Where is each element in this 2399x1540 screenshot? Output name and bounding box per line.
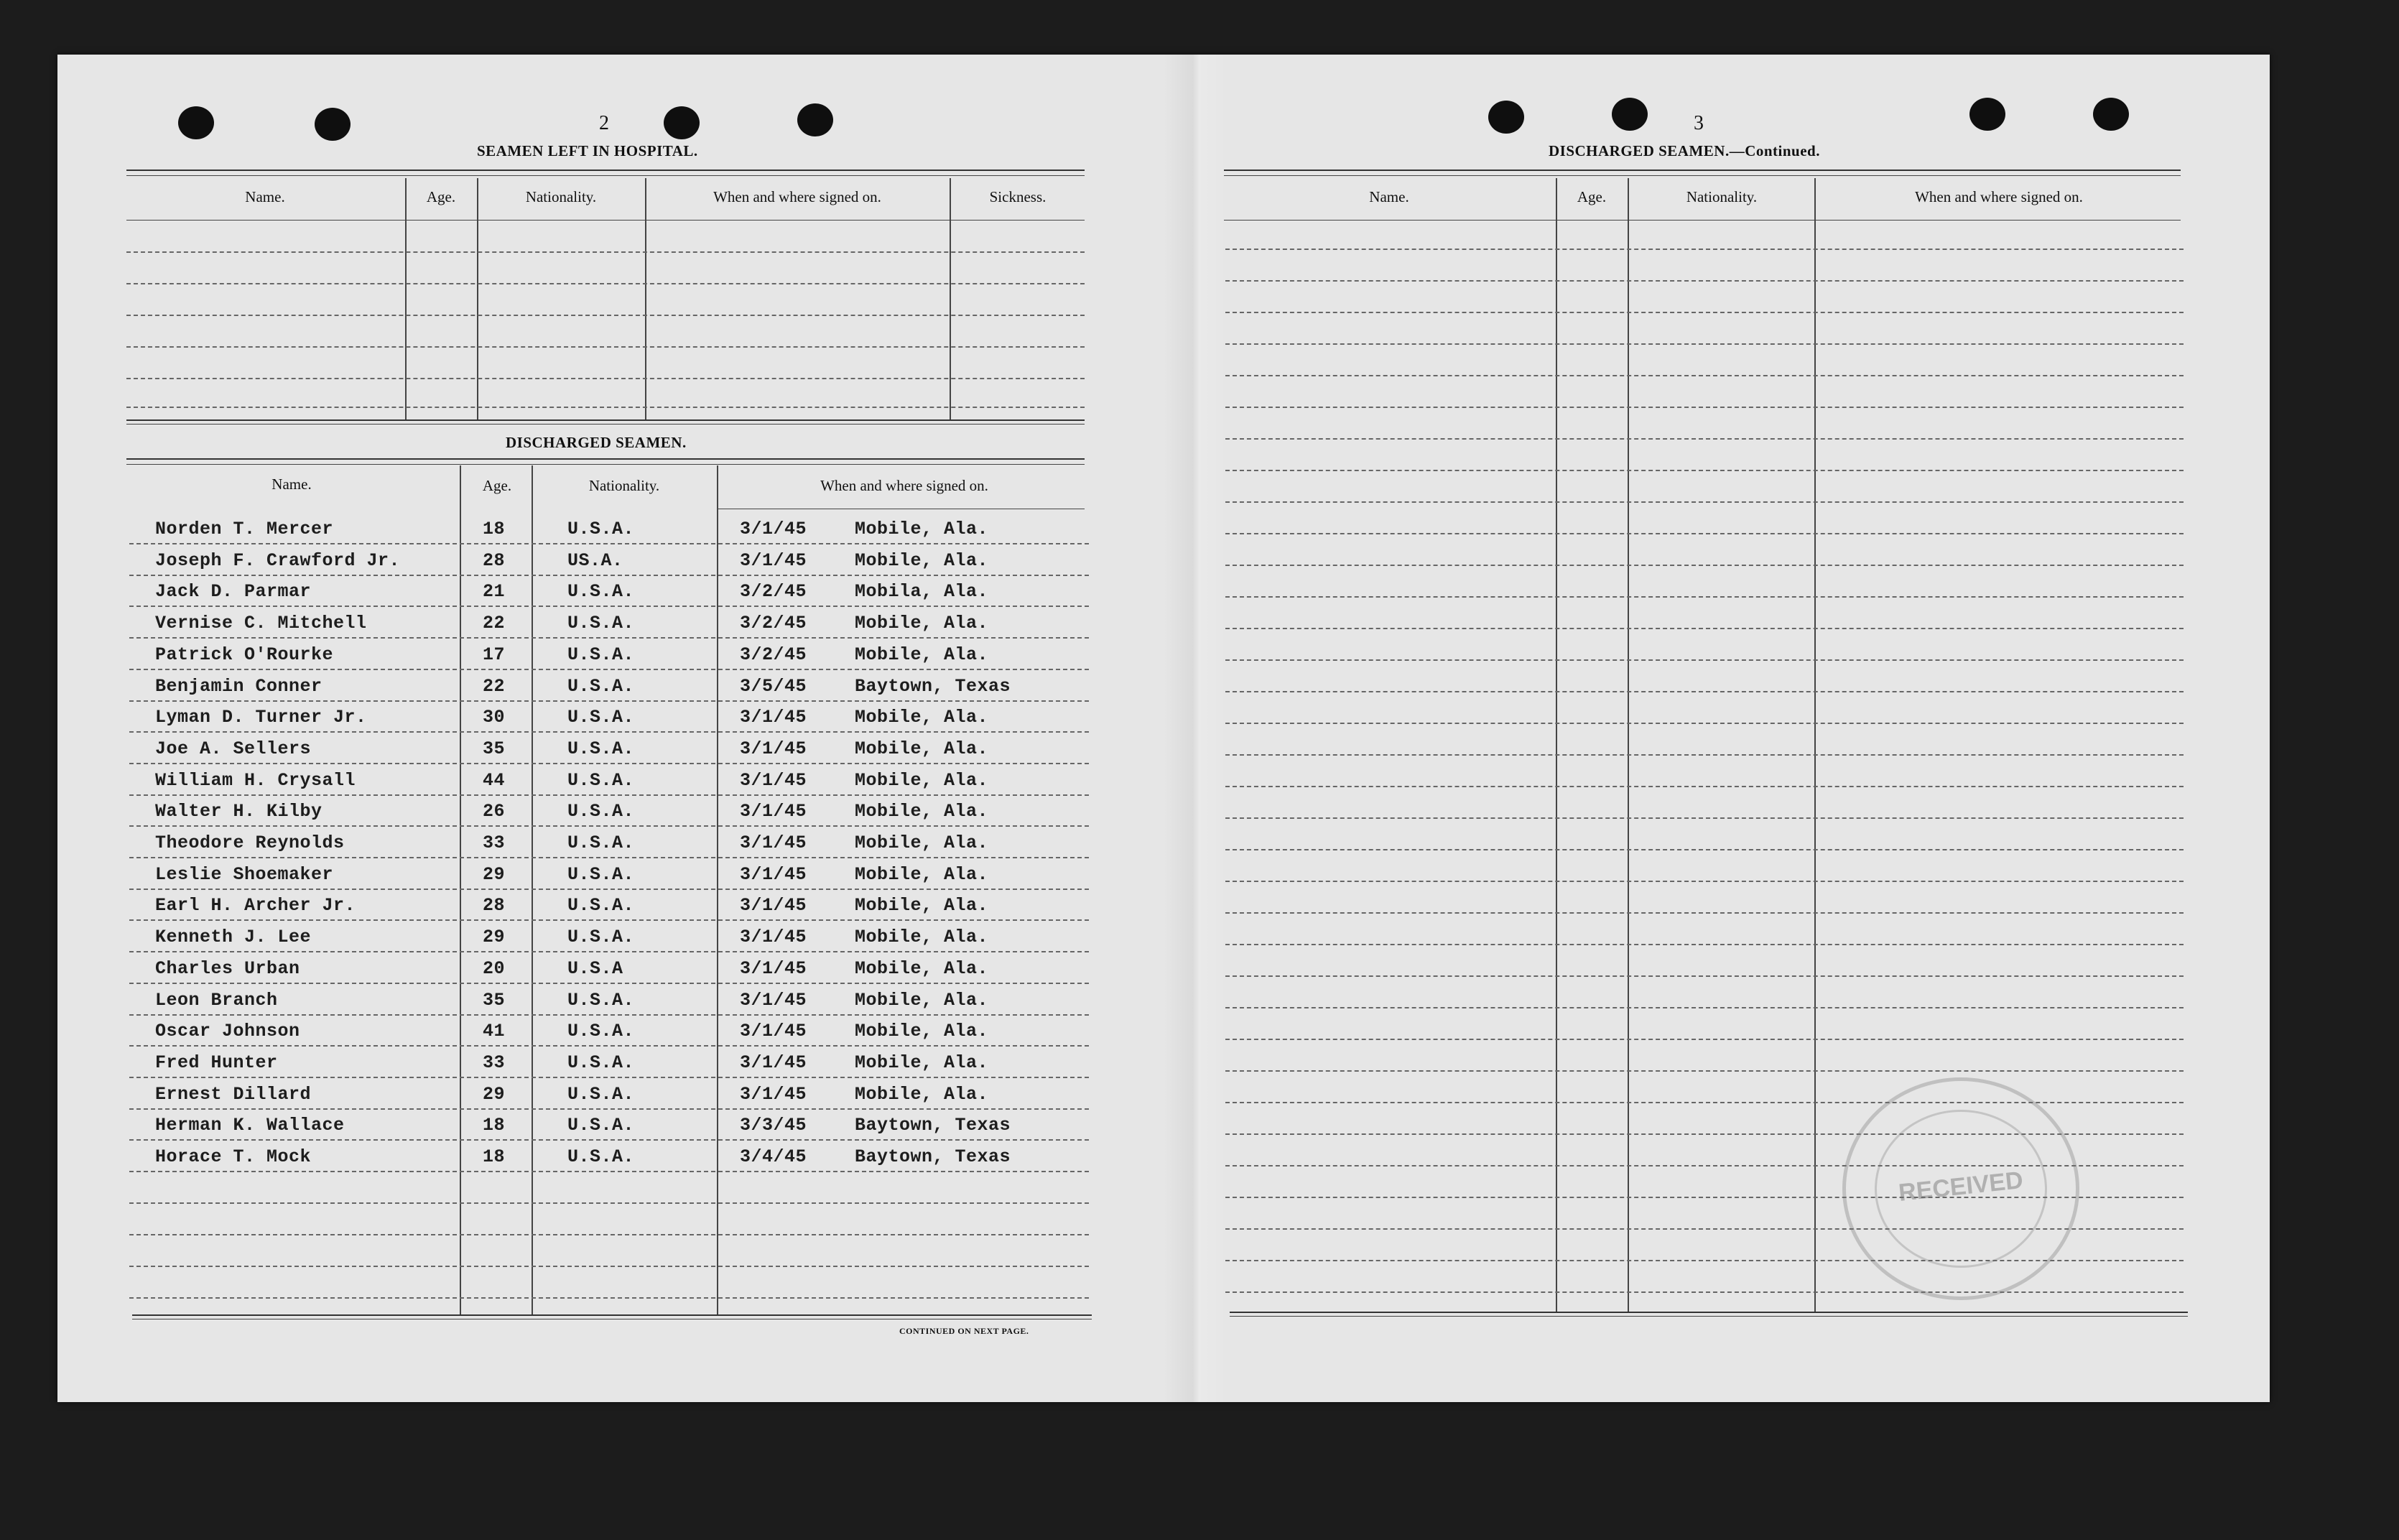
page-number-right: 3 [1694,112,1704,134]
rule [126,419,1085,421]
seaman-name: Kenneth J. Lee [155,927,312,947]
seaman-age: 20 [483,958,506,979]
signed-on-place: Mobila, Ala. [855,581,989,602]
page-fold [1164,55,1228,1402]
signed-on-place: Mobile, Ala. [855,738,989,759]
signed-on-place: Mobile, Ala. [855,864,989,885]
column-divider [477,178,478,419]
punch-hole [1969,98,2005,131]
ruled-line [129,731,1089,733]
ruled-line [1225,596,2184,598]
seaman-age: 17 [483,644,506,665]
signed-on-place: Mobile, Ala. [855,707,989,728]
ruled-line [129,763,1089,764]
ruled-line [129,1045,1089,1047]
ruled-line [129,1297,1089,1299]
seaman-name: Earl H. Archer Jr. [155,895,356,916]
signed-on-date: 3/5/45 [740,676,807,697]
punch-hole [664,106,700,139]
ruled-line [1225,691,2184,692]
signed-on-place: Mobile, Ala. [855,1052,989,1073]
ruled-line [129,1266,1089,1267]
ruled-line [129,1108,1089,1110]
signed-on-date: 3/1/45 [740,927,807,947]
ruled-line [1225,723,2184,724]
seaman-age: 22 [483,613,506,634]
signed-on-date: 3/1/45 [740,1052,807,1073]
ruled-line [1225,786,2184,787]
seaman-nationality: U.S.A. [567,1084,635,1105]
signed-on-place: Baytown, Texas [855,676,1011,697]
seaman-name: Vernise C. Mitchell [155,613,367,634]
hospital-header-nationality: Nationality. [525,188,597,205]
signed-on-date: 3/4/45 [740,1146,807,1167]
column-divider [645,178,646,419]
discharged-header-signed-on: When and where signed on. [820,477,988,494]
right-header-name: Name. [1369,188,1409,205]
rule [126,170,1085,171]
seaman-nationality: U.S.A. [567,581,635,602]
signed-on-date: 3/1/45 [740,738,807,759]
ruled-line [129,951,1089,952]
signed-on-place: Mobile, Ala. [855,927,989,947]
signed-on-place: Baytown, Texas [855,1146,1011,1167]
seaman-age: 22 [483,676,506,697]
signed-on-date: 3/1/45 [740,770,807,791]
seaman-age: 18 [483,519,506,539]
ruled-line [129,1077,1089,1078]
seaman-name: Herman K. Wallace [155,1115,345,1136]
seaman-nationality: U.S.A. [567,644,635,665]
hospital-header-age: Age. [426,188,456,205]
seaman-age: 30 [483,707,506,728]
ruled-line [1225,1070,2184,1072]
ruled-line [126,407,1085,408]
column-divider [1814,178,1816,1312]
rule [126,424,1085,425]
seaman-nationality: U.S.A. [567,613,635,634]
rule [1230,1312,2188,1313]
ruled-line [1225,1102,2184,1103]
ruled-line [129,794,1089,796]
seaman-age: 33 [483,832,506,853]
seaman-age: 21 [483,581,506,602]
rule [126,175,1085,176]
ruled-line [1225,912,2184,914]
hospital-header-signed-on: When and where signed on. [713,188,881,205]
punch-hole [1488,101,1524,134]
page-number-left: 2 [599,112,609,134]
discharged-header-name: Name. [272,476,312,493]
seaman-age: 18 [483,1146,506,1167]
discharged-section-title: DISCHARGED SEAMEN. [506,434,687,451]
ruled-line [129,825,1089,827]
seaman-name: William H. Crysall [155,770,356,791]
seaman-name: Benjamin Conner [155,676,323,697]
right-header-signed-on: When and where signed on. [1915,188,2083,205]
ruled-line [129,1014,1089,1016]
ruled-line [1225,628,2184,629]
ruled-line [129,1171,1089,1172]
seaman-nationality: U.S.A. [567,895,635,916]
signed-on-date: 3/1/45 [740,990,807,1011]
column-divider [405,178,407,419]
signed-on-place: Mobile, Ala. [855,519,989,539]
ruled-line [126,251,1085,253]
ruled-line [129,983,1089,984]
seaman-nationality: U.S.A. [567,519,635,539]
signed-on-place: Mobile, Ala. [855,550,989,571]
seaman-nationality: US.A. [567,550,623,571]
signed-on-date: 3/1/45 [740,519,807,539]
seaman-age: 35 [483,990,506,1011]
signed-on-place: Mobile, Ala. [855,958,989,979]
column-divider [532,465,533,1316]
ruled-line [129,857,1089,858]
discharged-header-age: Age. [482,477,512,494]
signed-on-date: 3/1/45 [740,958,807,979]
seaman-name: Ernest Dillard [155,1084,312,1105]
signed-on-place: Mobile, Ala. [855,613,989,634]
ruled-line [129,637,1089,639]
seaman-name: Patrick O'Rourke [155,644,334,665]
seaman-nationality: U.S.A [567,958,623,979]
rule [1230,1316,2188,1317]
seaman-age: 33 [483,1052,506,1073]
seaman-age: 26 [483,801,506,822]
seaman-nationality: U.S.A. [567,990,635,1011]
rule [126,464,1085,465]
received-stamp [1842,1077,2079,1300]
seaman-name: Horace T. Mock [155,1146,312,1167]
column-divider [717,465,718,1316]
header-underline [126,220,1085,221]
ruled-line [1225,659,2184,661]
discharged-continued-title: DISCHARGED SEAMEN.—Continued. [1549,142,1820,159]
ruled-line [1225,501,2184,503]
punch-hole [315,108,351,141]
signed-on-date: 3/1/45 [740,801,807,822]
seaman-name: Oscar Johnson [155,1021,300,1042]
seaman-age: 28 [483,550,506,571]
signed-on-date: 3/1/45 [740,550,807,571]
ruled-line [1225,944,2184,945]
seaman-name: Lyman D. Turner Jr. [155,707,367,728]
signed-on-place: Mobile, Ala. [855,801,989,822]
signed-on-date: 3/1/45 [740,832,807,853]
ruled-line [1225,849,2184,850]
signed-on-place: Mobile, Ala. [855,770,989,791]
ruled-line [126,346,1085,348]
rule [126,458,1085,460]
seaman-name: Norden T. Mercer [155,519,334,539]
rule [132,1314,1092,1316]
signed-on-place: Mobile, Ala. [855,1021,989,1042]
signed-on-date: 3/1/45 [740,895,807,916]
rule [1224,175,2181,176]
ruled-line [1225,312,2184,313]
seaman-nationality: U.S.A. [567,801,635,822]
punch-hole [1612,98,1648,131]
signed-on-date: 3/2/45 [740,644,807,665]
ruled-line [129,1202,1089,1204]
ruled-line [1225,470,2184,471]
signed-on-date: 3/3/45 [740,1115,807,1136]
signed-on-date: 3/1/45 [740,864,807,885]
right-header-age: Age. [1577,188,1607,205]
seaman-nationality: U.S.A. [567,1146,635,1167]
ruled-line [129,700,1089,702]
ruled-line [1225,1007,2184,1008]
column-divider [1556,178,1557,1312]
signed-on-date: 3/2/45 [740,581,807,602]
seaman-nationality: U.S.A. [567,738,635,759]
seaman-age: 44 [483,770,506,791]
seaman-nationality: U.S.A. [567,927,635,947]
signed-on-date: 3/1/45 [740,1021,807,1042]
seaman-nationality: U.S.A. [567,1021,635,1042]
signed-on-date: 3/2/45 [740,613,807,634]
ruled-line [1225,1039,2184,1040]
ruled-line [1225,1291,2184,1293]
ruled-line [129,919,1089,921]
seaman-nationality: U.S.A. [567,832,635,853]
seaman-name: Leon Branch [155,990,278,1011]
stamp-label: RECEIVED [1897,1166,2025,1207]
ruled-line [126,378,1085,379]
hospital-section-title: SEAMEN LEFT IN HOSPITAL. [477,142,698,159]
seaman-age: 41 [483,1021,506,1042]
ruled-line [129,543,1089,544]
signed-on-date: 3/1/45 [740,707,807,728]
rule [1224,170,2181,171]
hospital-header-sickness: Sickness. [989,188,1047,205]
seaman-age: 29 [483,864,506,885]
signed-on-place: Mobile, Ala. [855,895,989,916]
ruled-line [1225,881,2184,882]
punch-hole [2093,98,2129,131]
seaman-nationality: U.S.A. [567,770,635,791]
signed-on-place: Baytown, Texas [855,1115,1011,1136]
right-header-nationality: Nationality. [1686,188,1758,205]
seaman-age: 29 [483,1084,506,1105]
seaman-age: 29 [483,927,506,947]
seaman-age: 28 [483,895,506,916]
signed-on-place: Mobile, Ala. [855,1084,989,1105]
seaman-name: Fred Hunter [155,1052,278,1073]
ruled-line [126,283,1085,284]
header-underline [1224,220,2181,221]
discharged-header-nationality: Nationality. [588,477,660,494]
continued-footnote: CONTINUED ON NEXT PAGE. [899,1326,1029,1336]
ruled-line [1225,754,2184,756]
ruled-line [1225,407,2184,408]
signed-on-date: 3/1/45 [740,1084,807,1105]
ruled-line [129,1234,1089,1235]
seaman-nationality: U.S.A. [567,707,635,728]
seaman-age: 35 [483,738,506,759]
signed-on-place: Mobile, Ala. [855,990,989,1011]
signed-on-place: Mobile, Ala. [855,644,989,665]
seaman-name: Walter H. Kilby [155,801,323,822]
hospital-header-name: Name. [245,188,285,205]
seaman-name: Joseph F. Crawford Jr. [155,550,401,571]
ruled-line [126,315,1085,316]
seaman-name: Leslie Shoemaker [155,864,334,885]
ruled-line [1225,817,2184,819]
punch-hole [178,106,214,139]
column-divider [460,465,461,1316]
punch-hole [797,103,833,136]
ruled-line [129,606,1089,607]
ruled-line [1225,375,2184,376]
column-divider [950,178,951,419]
seaman-name: Jack D. Parmar [155,581,312,602]
seaman-nationality: U.S.A. [567,1115,635,1136]
seaman-nationality: U.S.A. [567,676,635,697]
seaman-nationality: U.S.A. [567,1052,635,1073]
ruled-line [1225,249,2184,250]
column-divider [1628,178,1629,1312]
ruled-line [1225,438,2184,440]
ruled-line [129,889,1089,890]
ruled-line [1225,565,2184,566]
seaman-age: 18 [483,1115,506,1136]
seaman-nationality: U.S.A. [567,864,635,885]
ruled-line [129,575,1089,576]
ruled-line [1225,343,2184,345]
ruled-line [1225,280,2184,282]
ruled-line [1225,975,2184,977]
seaman-name: Joe A. Sellers [155,738,312,759]
ruled-line [129,669,1089,670]
signed-on-place: Mobile, Ala. [855,832,989,853]
seaman-name: Charles Urban [155,958,300,979]
ruled-line [129,1139,1089,1141]
ruled-line [1225,533,2184,534]
seaman-name: Theodore Reynolds [155,832,345,853]
